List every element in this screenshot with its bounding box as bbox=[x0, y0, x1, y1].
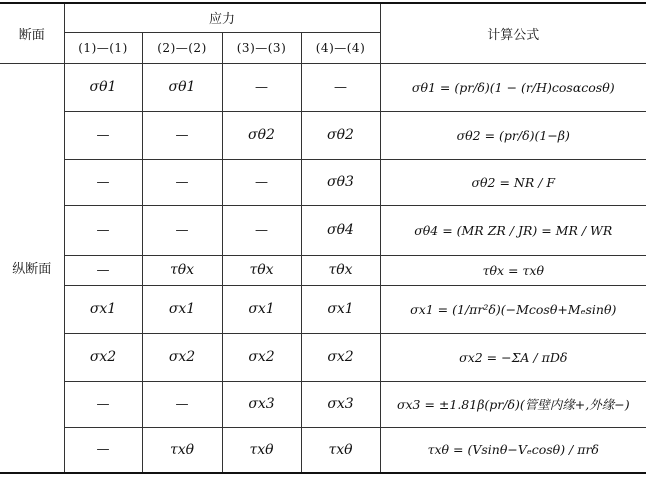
cell: — bbox=[64, 111, 142, 159]
cell: σx2 bbox=[64, 333, 142, 381]
cell: σx2 bbox=[222, 333, 301, 381]
cell: — bbox=[142, 205, 222, 255]
table-row bbox=[0, 333, 646, 381]
table-row bbox=[0, 63, 646, 111]
formula-cell: τxθ = (Vsinθ−Vₑcosθ) / πrδ bbox=[380, 427, 646, 473]
cell: σx1 bbox=[222, 285, 301, 333]
cell: σx3 bbox=[222, 381, 301, 427]
formula-cell: σθ2 = NR / F bbox=[380, 159, 646, 205]
cell: — bbox=[64, 205, 142, 255]
cell: σθ2 bbox=[301, 111, 380, 159]
table-row bbox=[0, 205, 646, 255]
header-section: 断面 bbox=[0, 3, 64, 63]
cell: — bbox=[64, 427, 142, 473]
table-row bbox=[0, 427, 646, 473]
cell: σx3 bbox=[301, 381, 380, 427]
cell: τxθ bbox=[222, 427, 301, 473]
formula-cell: σθ2 = (pr/δ)(1−β) bbox=[380, 111, 646, 159]
cell: τxθ bbox=[142, 427, 222, 473]
formula-cell: σθ4 = (MR ZR / JR) = MR / WR bbox=[380, 205, 646, 255]
section-label: 纵断面 bbox=[0, 63, 64, 473]
table-row bbox=[0, 285, 646, 333]
cell: τθx bbox=[222, 255, 301, 285]
formula-cell: σx1 = (1/πr²δ)(−Mcosθ+Mₑsinθ) bbox=[380, 285, 646, 333]
cell: — bbox=[142, 111, 222, 159]
stress-table bbox=[0, 2, 646, 474]
header-stress: 应力 bbox=[64, 3, 380, 32]
cell: τθx bbox=[142, 255, 222, 285]
cell: — bbox=[222, 205, 301, 255]
cell: τxθ bbox=[301, 427, 380, 473]
table-row bbox=[0, 381, 646, 427]
cell: — bbox=[301, 63, 380, 111]
cell: σθ4 bbox=[301, 205, 380, 255]
formula-cell: σx3 = ±1.81β(pr/δ)(管壁内缘+,外缘−) bbox=[380, 381, 646, 427]
cell: σx1 bbox=[64, 285, 142, 333]
header-sub-1: (1)—(1) bbox=[64, 32, 142, 63]
cell: — bbox=[64, 255, 142, 285]
header-sub-3: (3)—(3) bbox=[222, 32, 301, 63]
table-row bbox=[0, 255, 646, 285]
header-formula: 计算公式 bbox=[380, 3, 646, 63]
cell: — bbox=[222, 159, 301, 205]
cell: — bbox=[64, 159, 142, 205]
cell: — bbox=[142, 381, 222, 427]
cell: σx2 bbox=[301, 333, 380, 381]
cell: — bbox=[222, 63, 301, 111]
formula-cell: σθ1 = (pr/δ)(1 − (r/H)cosαcosθ) bbox=[380, 63, 646, 111]
cell: σθ2 bbox=[222, 111, 301, 159]
cell: σθ3 bbox=[301, 159, 380, 205]
formula-cell: τθx = τxθ bbox=[380, 255, 646, 285]
cell: σx2 bbox=[142, 333, 222, 381]
formula-cell: σx2 = −ΣA / πDδ bbox=[380, 333, 646, 381]
header-sub-2: (2)—(2) bbox=[142, 32, 222, 63]
table-row bbox=[0, 159, 646, 205]
cell: — bbox=[142, 159, 222, 205]
cell: σx1 bbox=[142, 285, 222, 333]
header-sub-4: (4)—(4) bbox=[301, 32, 380, 63]
cell: σθ1 bbox=[142, 63, 222, 111]
cell: — bbox=[64, 381, 142, 427]
cell: τθx bbox=[301, 255, 380, 285]
table-row bbox=[0, 111, 646, 159]
cell: σx1 bbox=[301, 285, 380, 333]
cell: σθ1 bbox=[64, 63, 142, 111]
